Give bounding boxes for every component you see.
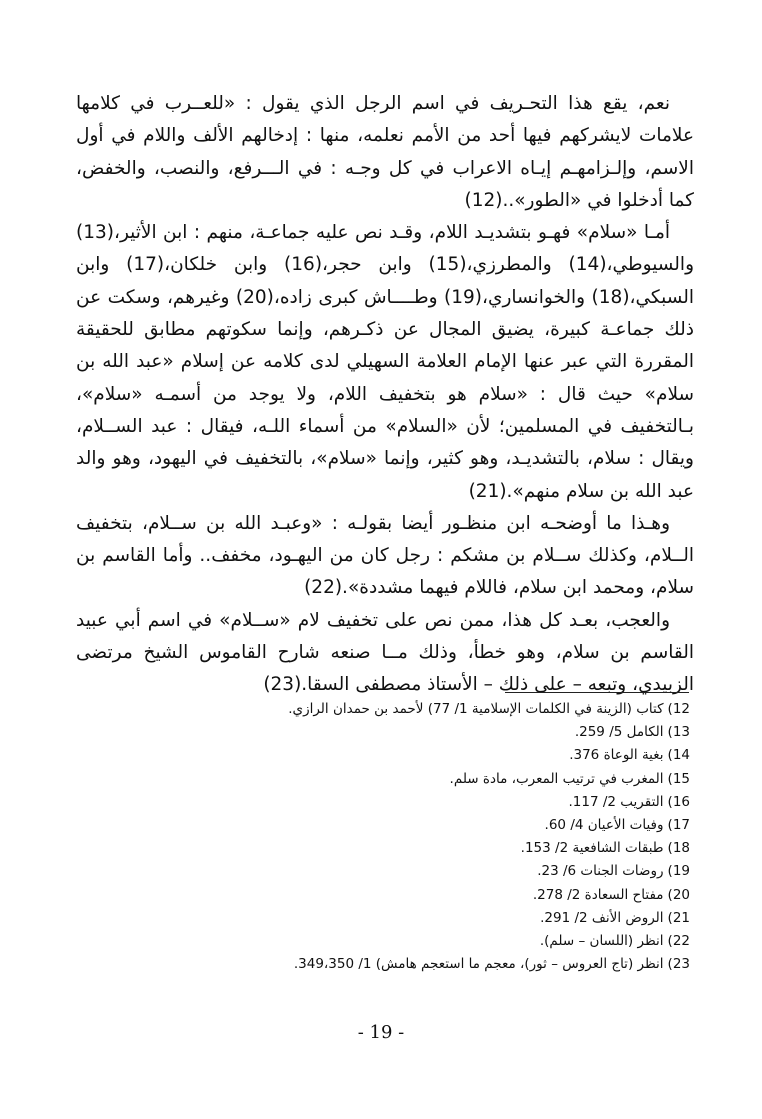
footnote-item [90, 744, 690, 767]
footnotes-list [90, 698, 690, 976]
footnote-number: 17) [667, 817, 690, 834]
footnote-item [90, 953, 690, 976]
footnote-text: روضات الجنات 6/ 23. [537, 863, 664, 880]
footnote-item [90, 837, 690, 860]
footnote-item [90, 791, 690, 814]
page-number: - 19 - [357, 1022, 405, 1043]
footnote-item [90, 860, 690, 883]
footnote-separator [505, 692, 689, 693]
footnote-text: كتاب (الزينة في الكلمات الإسلامية 1/ 77) لأحمد بن حمدان الرازي. [288, 701, 664, 717]
footnote-number: 20) [667, 886, 690, 903]
footnote-text: بغية الوعاة 376. [569, 747, 664, 764]
footnote-item [90, 721, 690, 744]
footnote-text: المغرب في ترتيب المعرب، مادة سلم. [449, 770, 664, 787]
footnote-number: 16) [667, 793, 690, 810]
footnote-text: الكامل 5/ 259. [574, 724, 664, 741]
footnote-number: 18) [667, 840, 690, 857]
footnote-text: الروض الأنف 2/ 291. [540, 909, 664, 926]
footnote-item [90, 768, 690, 791]
footnote-item [90, 814, 690, 837]
main-text [76, 88, 694, 702]
footnote-text: انظر (اللسان – سلم). [539, 933, 664, 950]
footnote-number: 19) [667, 863, 690, 880]
footnote-text: التقريب 2/ 117. [568, 793, 664, 810]
paragraph-3: وهـذا ما أوضحـه ابن منظـور أيضا بقولـه : «وعبـد الله بن ســلام، بتخفيف الــلام، وكذلك ســلام بن مشكم : رجل كان من اليهـود، مخفف.. وأما القاسم بن سلام، ومحمد ابن سلام، فاللام فيهما مشددة».(22) [76, 512, 694, 599]
footnote-item [90, 930, 690, 953]
footnote-item [90, 698, 690, 721]
footnote-item [90, 884, 690, 907]
footnote-item [90, 907, 690, 930]
footnote-number: 15) [667, 770, 690, 787]
footnote-number: 13) [667, 724, 690, 741]
footnote-number: 14) [667, 747, 690, 764]
footnote-number: 12) [667, 701, 690, 717]
footnote-text: وفيات الأعيان 4/ 60. [544, 817, 664, 834]
footnote-number: 22) [667, 933, 690, 950]
footnote-number: 21) [667, 909, 690, 926]
paragraph-1: نعم، يقع هذا التحـريف في اسم الرجل الذي يقول : «للعــرب في كلامها علامات لايشركهم فيها أحد من الأمم نعلمه، منها : إدخالهم الألف واللام في أول الاسم، وإلـزامهـم إيـاه الاعراب في كل وجـه : في الـــرفع، والنصب، والخفض، كما أدخلوا في «الطور»..(12) [76, 93, 694, 211]
footnote-text: طبقات الشافعية 2/ 153. [520, 840, 664, 857]
footnote-text: انظر (تاج العروس – ثور)، معجم ما استعجم هامش) 1/ 349،350. [293, 956, 664, 973]
footnote-number: 23) [667, 956, 690, 973]
paragraph-4: والعجب، بعـد كل هذا، ممن نص على تخفيف لام «ســلام» في اسم أبي عبيد القاسم بن سلام، وهو خطأ، وذلك مــا صنعه شارح القاموس الشيخ مرتضى الزبيدي، وتبعه – على ذلك – الأستاذ مصطفى السقا.(23) [76, 609, 694, 696]
paragraph-2: أمـا «سلام» فهـو بتشديـد اللام، وقـد نص عليه جماعـة، منهم : ابن الأثير،(13) والسيوطي،(14) والمطرزي،(15) وابن حجر،(16) وابن خلكان،(17) وابن السبكي،(18) والخوانساري،(19) وطــــاش كبرى زاده،(20) وغيرهم، وسكت عن ذلك جماعـة كبيرة، يضيق المجال عن ذكـرهم، وإنما سكوتهم مطابق للحقيقة المقررة التي عبر عنها الإمام العلامة السهيلي لدى كلامه عن إسلام «عبد الله بن سلام» حيث قال : «سلام هو بتخفيف اللام، ولا يوجد من أسمـه «سلام»، بـالتخفيف في المسلمين؛ لأن «السلام» من أسماء اللـه، فيقال : عبد الســلام، ويقال : سلام، بالتشديـد، وهو كثير، وإنما «سلام»، بالتخفيف في اليهود، وهو والد عبد الله بن سلام منهم».(21) [76, 222, 694, 502]
footnote-text: مفتاح السعادة 2/ 278. [532, 886, 664, 903]
